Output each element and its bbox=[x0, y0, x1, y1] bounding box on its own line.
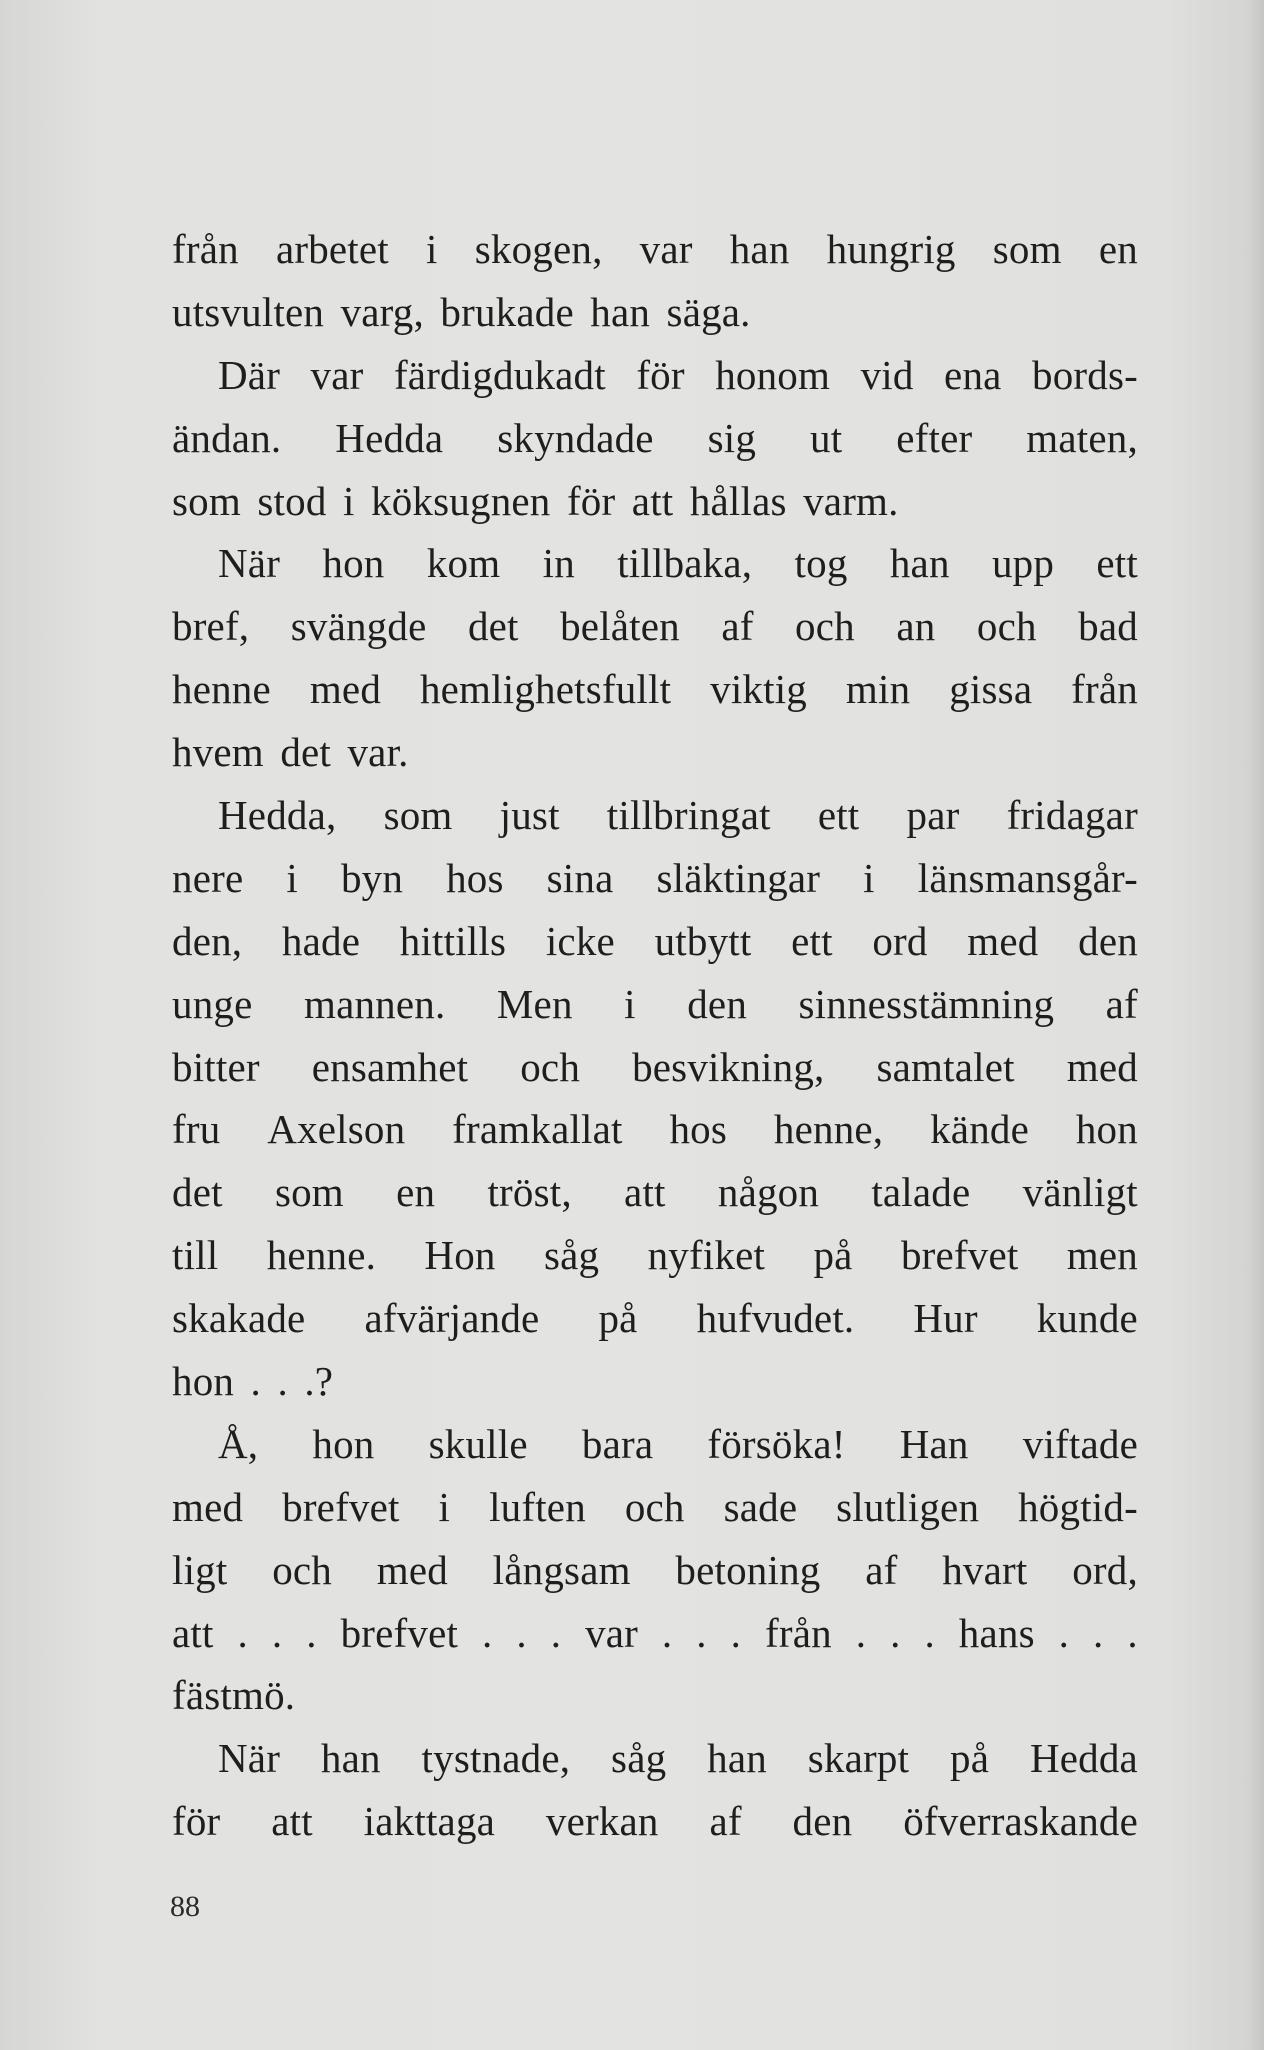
text-line bbox=[172, 218, 1138, 281]
word: var bbox=[639, 226, 693, 272]
word: hungrig bbox=[826, 226, 956, 272]
word: vid bbox=[860, 351, 914, 398]
word: arbetet bbox=[275, 226, 389, 272]
word: af bbox=[1105, 980, 1138, 1027]
word: unge bbox=[172, 980, 253, 1027]
word: hos bbox=[669, 1106, 728, 1153]
word: färdigdukadt bbox=[393, 351, 606, 398]
text-line bbox=[172, 532, 1138, 595]
text-line bbox=[172, 1098, 1138, 1161]
word: med bbox=[376, 1546, 448, 1593]
word: svängde bbox=[290, 603, 427, 650]
word: talade bbox=[871, 1169, 971, 1216]
word: . bbox=[516, 1609, 527, 1656]
word: han bbox=[729, 226, 790, 272]
word: hvart bbox=[942, 1546, 1028, 1593]
word: var bbox=[585, 1609, 639, 1656]
word: kom bbox=[426, 540, 501, 587]
word: bitter bbox=[172, 1043, 260, 1090]
word: verkan bbox=[545, 1798, 659, 1845]
word: ändan. bbox=[172, 414, 282, 461]
word: i bbox=[438, 1483, 451, 1530]
word: brefvet bbox=[900, 1232, 1019, 1279]
word: skarpt bbox=[807, 1735, 910, 1782]
word: från bbox=[1071, 666, 1138, 713]
word: i bbox=[863, 854, 875, 901]
word: besvikning, bbox=[632, 1043, 825, 1090]
word: som bbox=[992, 226, 1062, 272]
text-line bbox=[172, 344, 1138, 407]
word: som bbox=[383, 792, 453, 839]
word: nere bbox=[172, 854, 244, 901]
text-line bbox=[172, 784, 1138, 847]
word: af bbox=[721, 603, 754, 650]
text-line bbox=[172, 1727, 1138, 1790]
text-line bbox=[172, 1036, 1138, 1099]
word: sig bbox=[707, 414, 757, 461]
word: henne. bbox=[266, 1232, 377, 1279]
word: fridagar bbox=[1006, 792, 1138, 839]
word: henne bbox=[172, 666, 271, 713]
word: bara bbox=[581, 1420, 654, 1467]
word: hon bbox=[322, 540, 385, 587]
word: . bbox=[481, 1609, 493, 1656]
word: en bbox=[1098, 226, 1138, 272]
text-line bbox=[172, 1539, 1138, 1602]
word: luften bbox=[489, 1483, 586, 1530]
word: maten, bbox=[1026, 414, 1138, 461]
text-line: som stod i köksugnen för att hållas varm. bbox=[172, 477, 899, 524]
word: var bbox=[310, 351, 364, 398]
text-line bbox=[172, 658, 1138, 721]
word: Hon bbox=[424, 1232, 496, 1279]
text-line bbox=[172, 407, 1138, 470]
word: hans bbox=[958, 1609, 1035, 1656]
word: . bbox=[1127, 1609, 1138, 1656]
word: långsam bbox=[492, 1546, 631, 1593]
word: och bbox=[795, 603, 855, 650]
word: kunde bbox=[1036, 1295, 1138, 1342]
word: han bbox=[320, 1735, 381, 1782]
word: icke bbox=[545, 917, 615, 964]
word: och bbox=[272, 1546, 333, 1593]
word: den, bbox=[172, 917, 243, 964]
word: vänligt bbox=[1022, 1169, 1138, 1216]
text-line bbox=[172, 973, 1138, 1036]
word: ord, bbox=[1072, 1546, 1138, 1593]
word: iakttaga bbox=[363, 1798, 496, 1845]
word: just bbox=[499, 792, 560, 839]
word: den bbox=[687, 980, 748, 1027]
text-line: utsvulten varg, brukade han säga. bbox=[172, 288, 751, 335]
word: ord bbox=[872, 917, 928, 964]
word: i bbox=[624, 980, 636, 1027]
word: Hur bbox=[913, 1295, 978, 1342]
page-number: 88 bbox=[170, 1890, 200, 1923]
text-line bbox=[172, 1161, 1138, 1224]
word: med bbox=[172, 1483, 244, 1530]
word: fru bbox=[172, 1106, 221, 1153]
word: Men bbox=[496, 980, 573, 1027]
word: efter bbox=[896, 414, 973, 461]
word: ett bbox=[791, 917, 833, 964]
word: och bbox=[520, 1043, 581, 1090]
word: en bbox=[396, 1169, 436, 1216]
word: bords- bbox=[1032, 351, 1138, 398]
word: på bbox=[950, 1735, 990, 1782]
word: hade bbox=[281, 917, 361, 964]
word: samtalet bbox=[876, 1043, 1015, 1090]
word: ensamhet bbox=[311, 1043, 469, 1090]
text-line bbox=[172, 595, 1138, 658]
word: byn bbox=[340, 854, 404, 901]
word: ett bbox=[817, 792, 860, 839]
word: på bbox=[813, 1232, 853, 1279]
word: skulle bbox=[428, 1420, 528, 1467]
word: . bbox=[1093, 1609, 1104, 1656]
word: mannen. bbox=[303, 980, 446, 1027]
word: sinnesstämning bbox=[798, 980, 1055, 1027]
word: Axelson bbox=[267, 1106, 406, 1153]
text-line: fästmö. bbox=[172, 1672, 296, 1719]
word: Hedda bbox=[1029, 1735, 1138, 1782]
word: länsmansgår- bbox=[917, 854, 1138, 901]
word: i bbox=[426, 226, 438, 272]
body-text bbox=[172, 218, 1138, 1853]
word: framkallat bbox=[452, 1106, 623, 1153]
word: att bbox=[172, 1609, 214, 1656]
word: men bbox=[1066, 1232, 1138, 1279]
word: tillbaka, bbox=[617, 540, 753, 587]
word: tystnade, bbox=[421, 1735, 571, 1782]
word: sina bbox=[546, 854, 614, 901]
word: . bbox=[730, 1609, 742, 1656]
word: . bbox=[271, 1609, 283, 1656]
word: öfverraskande bbox=[903, 1798, 1138, 1845]
word: och bbox=[976, 603, 1037, 650]
word: slutligen bbox=[836, 1483, 980, 1530]
word: i bbox=[286, 854, 298, 901]
word: afvärjande bbox=[364, 1295, 540, 1342]
word: tillbringat bbox=[606, 792, 771, 839]
word: med bbox=[967, 917, 1039, 964]
word: med bbox=[309, 666, 382, 713]
word: brefvet bbox=[340, 1609, 459, 1656]
text-line bbox=[172, 1602, 1138, 1665]
word: . bbox=[661, 1609, 673, 1656]
word: hon bbox=[312, 1420, 375, 1467]
text-line bbox=[172, 1287, 1138, 1350]
word: af bbox=[865, 1546, 898, 1593]
word: han bbox=[889, 540, 950, 587]
word: brefvet bbox=[282, 1483, 400, 1530]
word: släktingar bbox=[656, 854, 821, 901]
word: hon bbox=[1075, 1106, 1138, 1153]
word: af bbox=[709, 1798, 742, 1845]
word: Han bbox=[899, 1420, 969, 1467]
word: . bbox=[696, 1609, 707, 1656]
word: sade bbox=[723, 1483, 798, 1530]
text-line bbox=[172, 1413, 1138, 1476]
word: tröst, bbox=[487, 1169, 572, 1216]
word: viktig bbox=[710, 666, 807, 713]
word: utbytt bbox=[654, 917, 752, 964]
word: . bbox=[855, 1609, 867, 1656]
word: in bbox=[542, 540, 575, 587]
word: min bbox=[845, 666, 911, 713]
word: par bbox=[906, 792, 960, 839]
word: för bbox=[172, 1798, 221, 1845]
text-line bbox=[172, 1224, 1138, 1287]
word: hittills bbox=[399, 917, 507, 964]
word: Där bbox=[218, 351, 281, 398]
word: bref, bbox=[172, 603, 250, 650]
word: tog bbox=[794, 540, 848, 587]
word: såg bbox=[543, 1232, 600, 1279]
text-line bbox=[172, 1790, 1138, 1853]
word: och bbox=[624, 1483, 685, 1530]
word: på bbox=[598, 1295, 638, 1342]
text-line: hvem det var. bbox=[172, 729, 409, 776]
word: som bbox=[274, 1169, 344, 1216]
word: . bbox=[1058, 1609, 1070, 1656]
word: högtid- bbox=[1018, 1483, 1138, 1530]
word: ut bbox=[810, 414, 843, 461]
word: den bbox=[1078, 917, 1138, 964]
word: . bbox=[890, 1609, 901, 1656]
word: gissa bbox=[949, 666, 1033, 713]
text-line bbox=[172, 847, 1138, 910]
word: ett bbox=[1096, 540, 1138, 587]
word: från bbox=[765, 1609, 832, 1656]
word: hos bbox=[446, 854, 504, 901]
word: När bbox=[218, 1735, 281, 1782]
word: för bbox=[636, 351, 685, 398]
word: När bbox=[218, 540, 281, 587]
word: att bbox=[271, 1798, 313, 1845]
word: kände bbox=[930, 1106, 1029, 1153]
word: . bbox=[550, 1609, 562, 1656]
text-line bbox=[172, 910, 1138, 973]
word: det bbox=[467, 603, 519, 650]
word: nyfiket bbox=[647, 1232, 766, 1279]
word: betoning bbox=[675, 1546, 821, 1593]
word: någon bbox=[717, 1169, 820, 1216]
word: . bbox=[237, 1609, 248, 1656]
word: det bbox=[172, 1169, 223, 1216]
word: den bbox=[792, 1798, 853, 1845]
word: belåten bbox=[560, 603, 680, 650]
word: ena bbox=[944, 351, 1002, 398]
word: ligt bbox=[172, 1546, 228, 1593]
word: an bbox=[896, 603, 936, 650]
word: hemlighetsfullt bbox=[419, 666, 672, 713]
page-edge-shadow bbox=[1246, 0, 1264, 2050]
word: Å, bbox=[218, 1420, 259, 1467]
text-line bbox=[172, 1476, 1138, 1539]
word: såg bbox=[611, 1735, 667, 1782]
word: . bbox=[924, 1609, 935, 1656]
word: med bbox=[1066, 1043, 1138, 1090]
word: han bbox=[707, 1735, 767, 1782]
word: upp bbox=[991, 540, 1055, 587]
word: honom bbox=[715, 351, 831, 398]
word: bad bbox=[1078, 603, 1138, 650]
word: till bbox=[172, 1232, 219, 1279]
word: Hedda, bbox=[218, 792, 337, 839]
word: att bbox=[624, 1169, 666, 1216]
word: försöka! bbox=[707, 1420, 846, 1467]
word: . bbox=[306, 1609, 317, 1656]
word: Hedda bbox=[335, 414, 444, 461]
word: henne, bbox=[773, 1106, 884, 1153]
word: hufvudet. bbox=[696, 1295, 855, 1342]
word: skogen, bbox=[474, 226, 603, 272]
word: viftade bbox=[1022, 1420, 1138, 1467]
word: skakade bbox=[172, 1295, 306, 1342]
word: skyndade bbox=[497, 414, 654, 461]
text-line: hon . . .? bbox=[172, 1358, 334, 1405]
word: från bbox=[172, 226, 239, 272]
